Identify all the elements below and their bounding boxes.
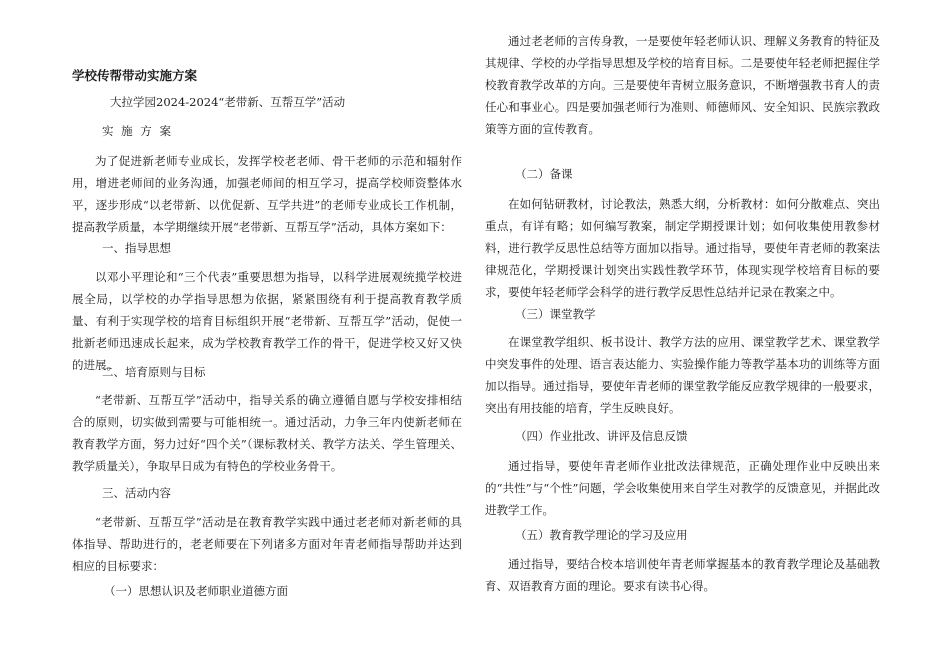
subsection-heading-theory: （五）教育教学理论的学习及应用: [515, 528, 688, 542]
paragraph-homework: 通过指导，要使年青老师作业批改法律规范，正确处理作业中反映出来的“共性”与“个性”问题，学会收集使用来自学生对教学的反馈意见，并据此改进教学工作。: [485, 459, 880, 517]
section-heading-guiding-ideology: 一、指导思想: [102, 241, 171, 255]
paragraph-activities: “老带新、互帮互学”活动是在教育教学实践中通过老老师对新老师的具体指导、帮助进行的，老老师要在下列诸多方面对年青老师指导帮助并达到相应的目标要求：: [72, 515, 462, 573]
section-heading-principles: 二、培育原则与目标: [102, 365, 206, 379]
subsection-heading-classroom: （三）课堂教学: [515, 307, 596, 321]
paragraph-ethics: 通过老老师的言传身教，一是要使年轻老师认识、理解义务教育的特征及其规律、学校的办学指导思想及学校的培育目标。二是要使年轻老师把握住学校教育教学改革的方向。三是要使年青树立服务意识，不断增强教书育人的责任心和事业心。四是要加强老师行为准则、师德师风、安全知识、民族宗教政策等方面的宣传教育。: [485, 34, 880, 136]
section-heading-activities: 三、活动内容: [102, 486, 171, 500]
paragraph-classroom: 在课堂教学组织、板书设计、教学方法的应用、课堂教学艺术、课堂教学中突发事件的处理、语言表达能力、实验操作能力等教学基本功的训练等方面加以指导。通过指导，要使年青老师的课堂教学能反应教学规律的一般要求，突出有用技能的培育，学生反映良好。: [485, 335, 880, 415]
subsection-heading-ethics: （一）思想认识及老师职业道德方面: [104, 584, 288, 598]
plan-label: 实 施 方 案: [102, 124, 173, 138]
paragraph-guiding-ideology: 以邓小平理论和“三个代表”重要思想为指导，以科学进展观统揽学校进展全局，以学校的办学指导思想为依据，紧紧围绕有利于提高教育教学质量、有利于实现学校的培育目标组织开展“老带新、互帮互学”活动，促使一批新老师迅速成长起来，成为学校教育教学工作的骨干，促进学校又好又快的进展。: [72, 270, 462, 372]
subsection-heading-homework: （四）作业批改、讲评及信息反馈: [515, 429, 688, 443]
paragraph-lesson-prep: 在如何钻研教材，讨论教法，熟悉大纲，分析教材：如何分散难点、突出重点，有详有略；如何编写教案，制定学期授课计划；如何收集使用教参材料，进行教学反思性总结等方面加以指导。通过指导，要使年青老师的教案法律规范化，学期授课计划突出实践性教学环节，体现实现学校培育目标的要求，要使年轻老师学会科学的进行教学反思性总结并记录在教案之中。: [485, 197, 880, 299]
paragraph-theory: 通过指导，要结合校本培训使年青老师掌握基本的教育教学理论及基础教育、双语教育方面的理论。要求有读书心得。: [485, 557, 880, 593]
document-title: 学校传帮带动实施方案: [72, 68, 198, 83]
intro-paragraph: 为了促进新老师专业成长，发挥学校老老师、骨干老师的示范和辐射作用，增进老师间的业务沟通，加强老师间的相互学习，提高学校师资整体水平，逐步形成“以老带新、以优促新、互学共进”的老师专业成长工作机制，提高教学质量，本学期继续开展“老带新、互帮互学”活动，具体方案如下：: [72, 154, 462, 234]
document-subtitle: 大拉学园2024-2024“老带新、互帮互学”活动: [110, 95, 346, 109]
subsection-heading-lesson-prep: （二）备课: [515, 167, 573, 181]
paragraph-principles: “老带新、互帮互学”活动中，指导关系的确立遵循自愿与学校安排相结合的原则，切实做到需要与可能相统一。通过活动，力争三年内使新老师在教育教学方面，努力过好“四个关”（课标教材关、教学方法关、学生管理关、教学质量关），争取早日成为有特色的学校业务骨干。: [72, 393, 462, 473]
